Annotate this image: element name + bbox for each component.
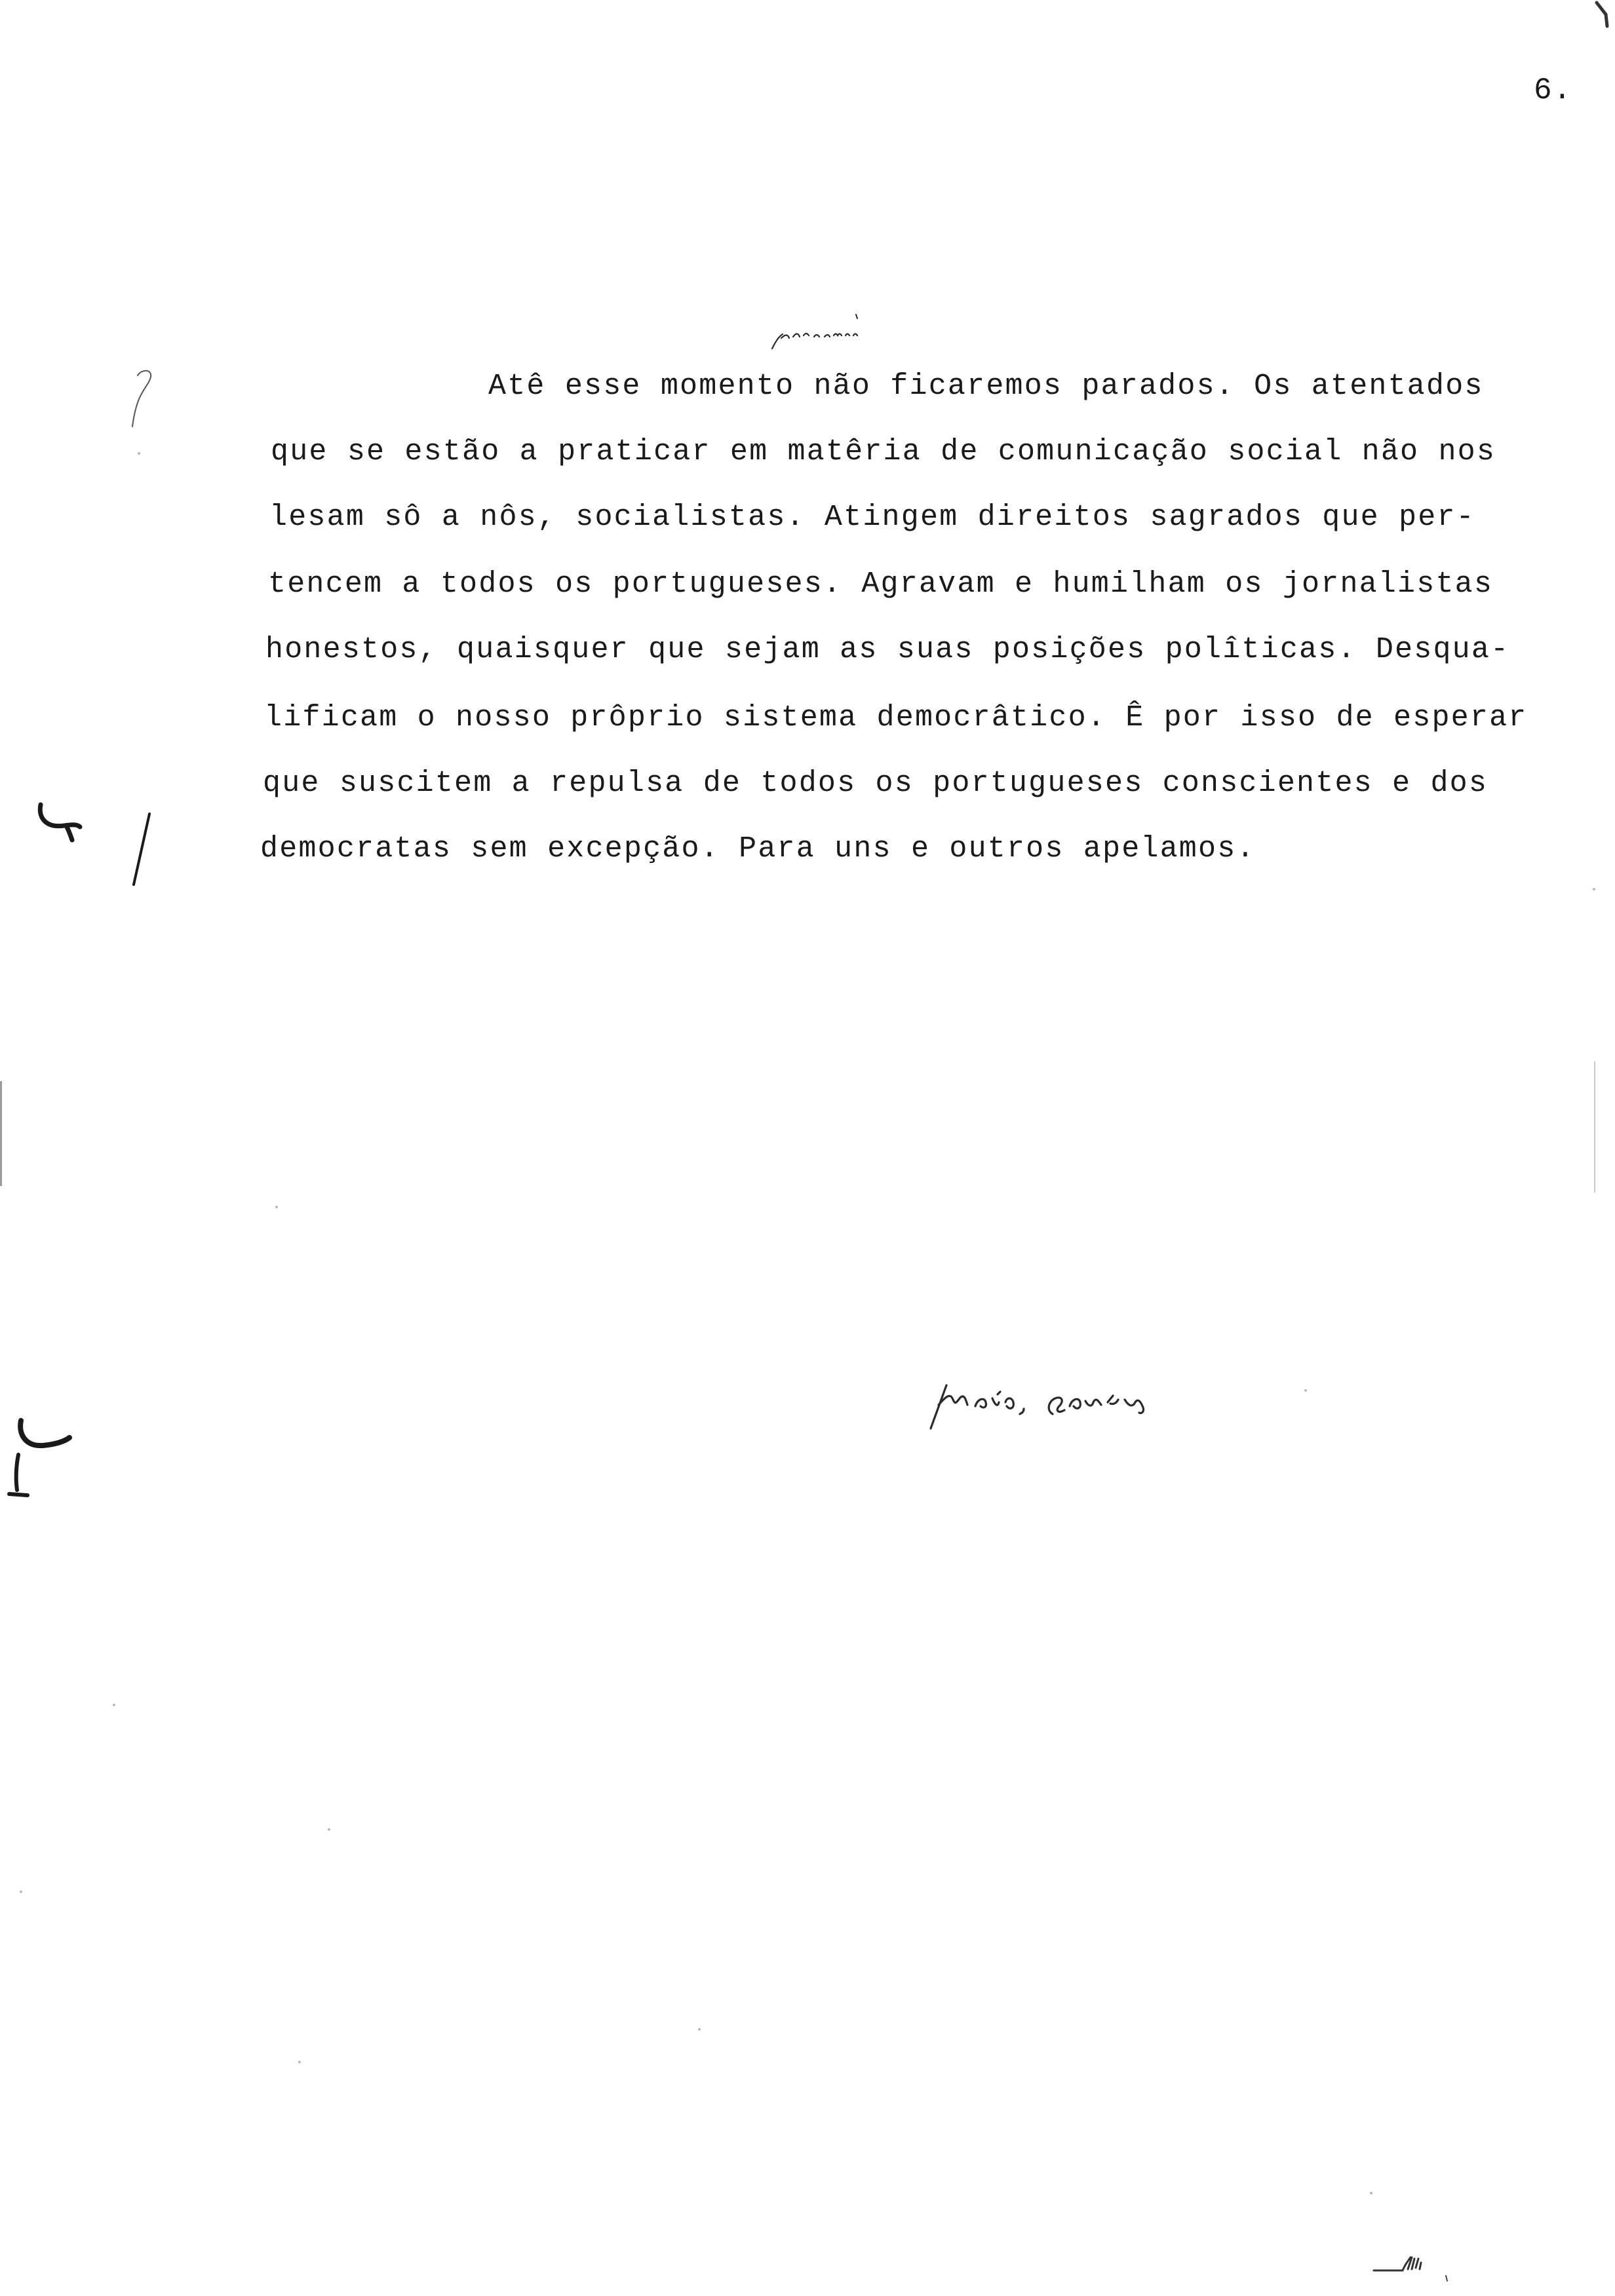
paragraph-line: honestos, quaisquer que sejam as suas posições polîticas. Desqua- — [265, 633, 1510, 666]
margin-slash-mark — [128, 810, 155, 889]
scan-speck — [138, 452, 140, 455]
scan-speck — [113, 1704, 115, 1706]
margin-hook-mark — [31, 798, 84, 844]
left-edge-line — [0, 1081, 2, 1186]
scan-speck — [1593, 888, 1595, 890]
paragraph-line: que suscitem a repulsa de todos os portugueses conscientes e dos — [263, 767, 1489, 800]
bottom-scan-mark — [1370, 2244, 1455, 2284]
right-edge-line — [1594, 1062, 1595, 1193]
scan-speck — [275, 1206, 278, 1208]
scan-speck — [298, 2061, 301, 2063]
corner-scan-mark — [1591, 0, 1615, 46]
scan-speck — [20, 1890, 22, 1893]
paragraph-line: Atê esse momento não ficaremos parados. Os atentados — [488, 370, 1484, 403]
scan-speck — [328, 1828, 330, 1831]
handwritten-signature — [924, 1368, 1213, 1440]
scan-speck — [698, 2028, 701, 2031]
scan-speck — [1370, 2192, 1372, 2194]
handwritten-annotation — [767, 308, 898, 354]
scan-speck — [1304, 1389, 1307, 1392]
paragraph-line: lesam sô a nôs, socialistas. Atingem direitos sagrados que per- — [269, 501, 1475, 534]
paragraph-line: que se estão a praticar em matêria de comunicação social não nos — [271, 435, 1496, 469]
margin-bracket-mark — [4, 1409, 76, 1507]
margin-question-mark — [125, 364, 164, 436]
paragraph-line: lificam o nosso prôprio sistema democrâtico. Ê por isso de esperar — [264, 701, 1528, 735]
page-number: 6. — [1534, 73, 1573, 107]
paragraph-line: tencem a todos os portugueses. Agravam e humilham os jornalistas — [268, 567, 1494, 601]
paragraph-line: democratas sem excepção. Para uns e outros apelamos. — [260, 832, 1256, 866]
